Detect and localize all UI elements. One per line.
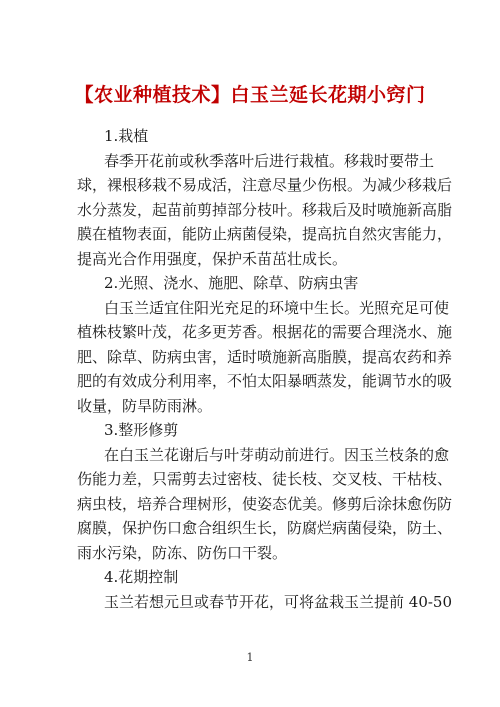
section-paragraph-1 bbox=[77, 149, 453, 272]
paragraph-line: 在白玉兰花谢后与叶芽萌动前进行。因玉兰枝条的愈 bbox=[104, 445, 450, 464]
paragraph-line: 提高光合作用强度，保护禾苗茁壮成长。 bbox=[77, 249, 348, 268]
paragraph-line: 腐膜，保护伤口愈合组织生长，防腐烂病菌侵染，防土、 bbox=[77, 519, 453, 537]
paragraph-line: 膜在植物表面，能防止病菌侵染，提高抗自然灾害能力， bbox=[77, 225, 453, 243]
document-title: 【农业种植技术】白玉兰延长花期小窍门 bbox=[74, 84, 426, 106]
section-paragraph-2 bbox=[77, 296, 453, 419]
paragraph-line: 春季开花前或秋季落叶后进行栽植。移栽时要带土 bbox=[104, 151, 435, 170]
section-paragraph-4 bbox=[77, 590, 453, 615]
paragraph-line: 肥、除草、防病虫害，适时喷施新高脂膜，提高农药和养 bbox=[77, 347, 453, 366]
paragraph-line: 白玉兰适宜住阳光充足的环境中生长。光照充足可使 bbox=[104, 298, 450, 317]
page-number: 1 bbox=[246, 651, 254, 664]
paragraph-line: 雨水污染，防冻、防伤口干裂。 bbox=[77, 543, 288, 562]
paragraph-line: 球，裸根移栽不易成活，注意尽量少伤根。为减少移栽后 bbox=[77, 176, 453, 194]
section-paragraph-3 bbox=[77, 443, 453, 566]
paragraph-line: 植株枝繁叶茂，花多更芳香。根据花的需要合理浇水、施 bbox=[77, 323, 453, 341]
section-heading-4: 4.花期控制 bbox=[104, 568, 179, 586]
paragraph-line: 伤能力差，只需剪去过密枝、徒长枝、交叉枝、干枯枝、 bbox=[77, 470, 453, 488]
section-heading-2: 2.光照、浇水、施肥、除草、防病虫害 bbox=[104, 274, 359, 292]
paragraph-line: 病虫枝，培养合理树形，使姿态优美。修剪后涂抹愈伤防 bbox=[77, 494, 453, 513]
paragraph-line: 玉兰若想元旦或春节开花，可将盆栽玉兰提前 40-50 bbox=[104, 592, 453, 611]
document-body bbox=[77, 124, 453, 614]
paragraph-line: 肥的有效成分利用率，不怕太阳暴晒蒸发，能调节水的吸 bbox=[77, 372, 453, 390]
section-heading-1: 1.栽植 bbox=[104, 127, 149, 145]
paragraph-line: 收量，防旱防雨淋。 bbox=[77, 396, 213, 415]
paragraph-line: 水分蒸发，起苗前剪掉部分枝叶。移栽后及时喷施新高脂 bbox=[77, 200, 453, 219]
section-heading-3: 3.整形修剪 bbox=[104, 421, 179, 439]
